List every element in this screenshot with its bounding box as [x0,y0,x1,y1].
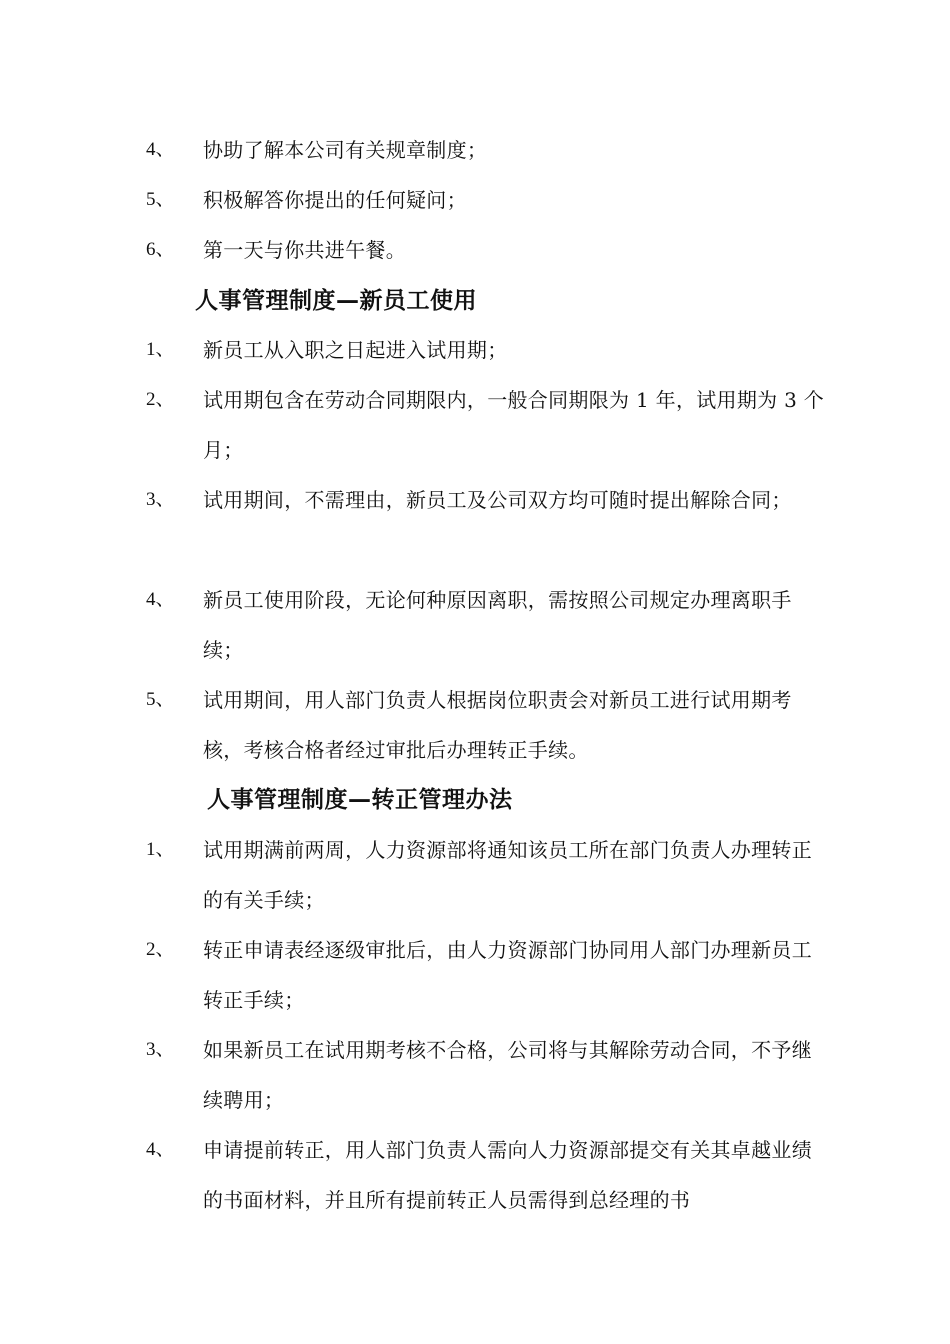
list-item-text: 如果新员工在试用期考核不合格，公司将与其解除劳动合同，不予继续聘用； [203,1038,812,1112]
list-item-text: 申请提前转正，用人部门负责人需向人力资源部提交有关其卓越业绩的书面材料，并且所有提前转正人员需得到总经理的书 [203,1138,812,1212]
list-item-number: 4、 [146,1139,175,1160]
list-item-text: 新员工从入职之日起进入试用期； [203,338,508,362]
list-item-text: 第一天与你共进午餐。 [203,238,406,262]
list-item [146,375,826,462]
list-item-number: 1、 [146,339,175,360]
section-heading-probation: 人事管理制度—新员工使用 [195,288,477,314]
list-item-number: 5、 [146,189,175,210]
list-item-number: 2、 [146,389,175,410]
list-item-number: 3、 [146,489,175,510]
list-item-number: 4、 [146,589,175,610]
list-item-number: 6、 [146,239,175,260]
list-item-text: 试用期包含在劳动合同期限内，一般合同期限为 1 年，试用期为 3 个月； [203,388,825,462]
list-item-number: 3、 [146,1039,175,1060]
list-item [146,475,826,535]
list-item-text: 试用期间，用人部门负责人根据岗位职责会对新员工进行试用期考核，考核合格者经过审批后办理转正手续。 [203,688,792,762]
list-item-number: 4、 [146,139,175,160]
list-item [146,925,826,1012]
list-item-text: 协助了解本公司有关规章制度； [203,138,488,162]
list-item-text: 转正申请表经逐级审批后，由人力资源部门协同用人部门办理新员工转正手续； [203,938,812,1012]
list-item-text: 试用期间，不需理由，新员工及公司双方均可随时提出解除合同； [203,488,792,512]
list-item [146,675,826,762]
list-item [146,575,826,662]
list-item [146,1025,826,1112]
list-item-text: 新员工使用阶段，无论何种原因离职，需按照公司规定办理离职手续； [203,588,792,662]
list-item-number: 5、 [146,689,175,710]
list-item-text: 积极解答你提出的任何疑问； [203,188,467,212]
list-item-number: 1、 [146,839,175,860]
list-item [146,1125,826,1212]
list-item-text: 试用期满前两周，人力资源部将通知该员工所在部门负责人办理转正的有关手续； [203,838,812,912]
list-item [146,825,826,912]
list-item-number: 2、 [146,939,175,960]
section-heading-regularization: 人事管理制度—转正管理办法 [207,787,513,813]
